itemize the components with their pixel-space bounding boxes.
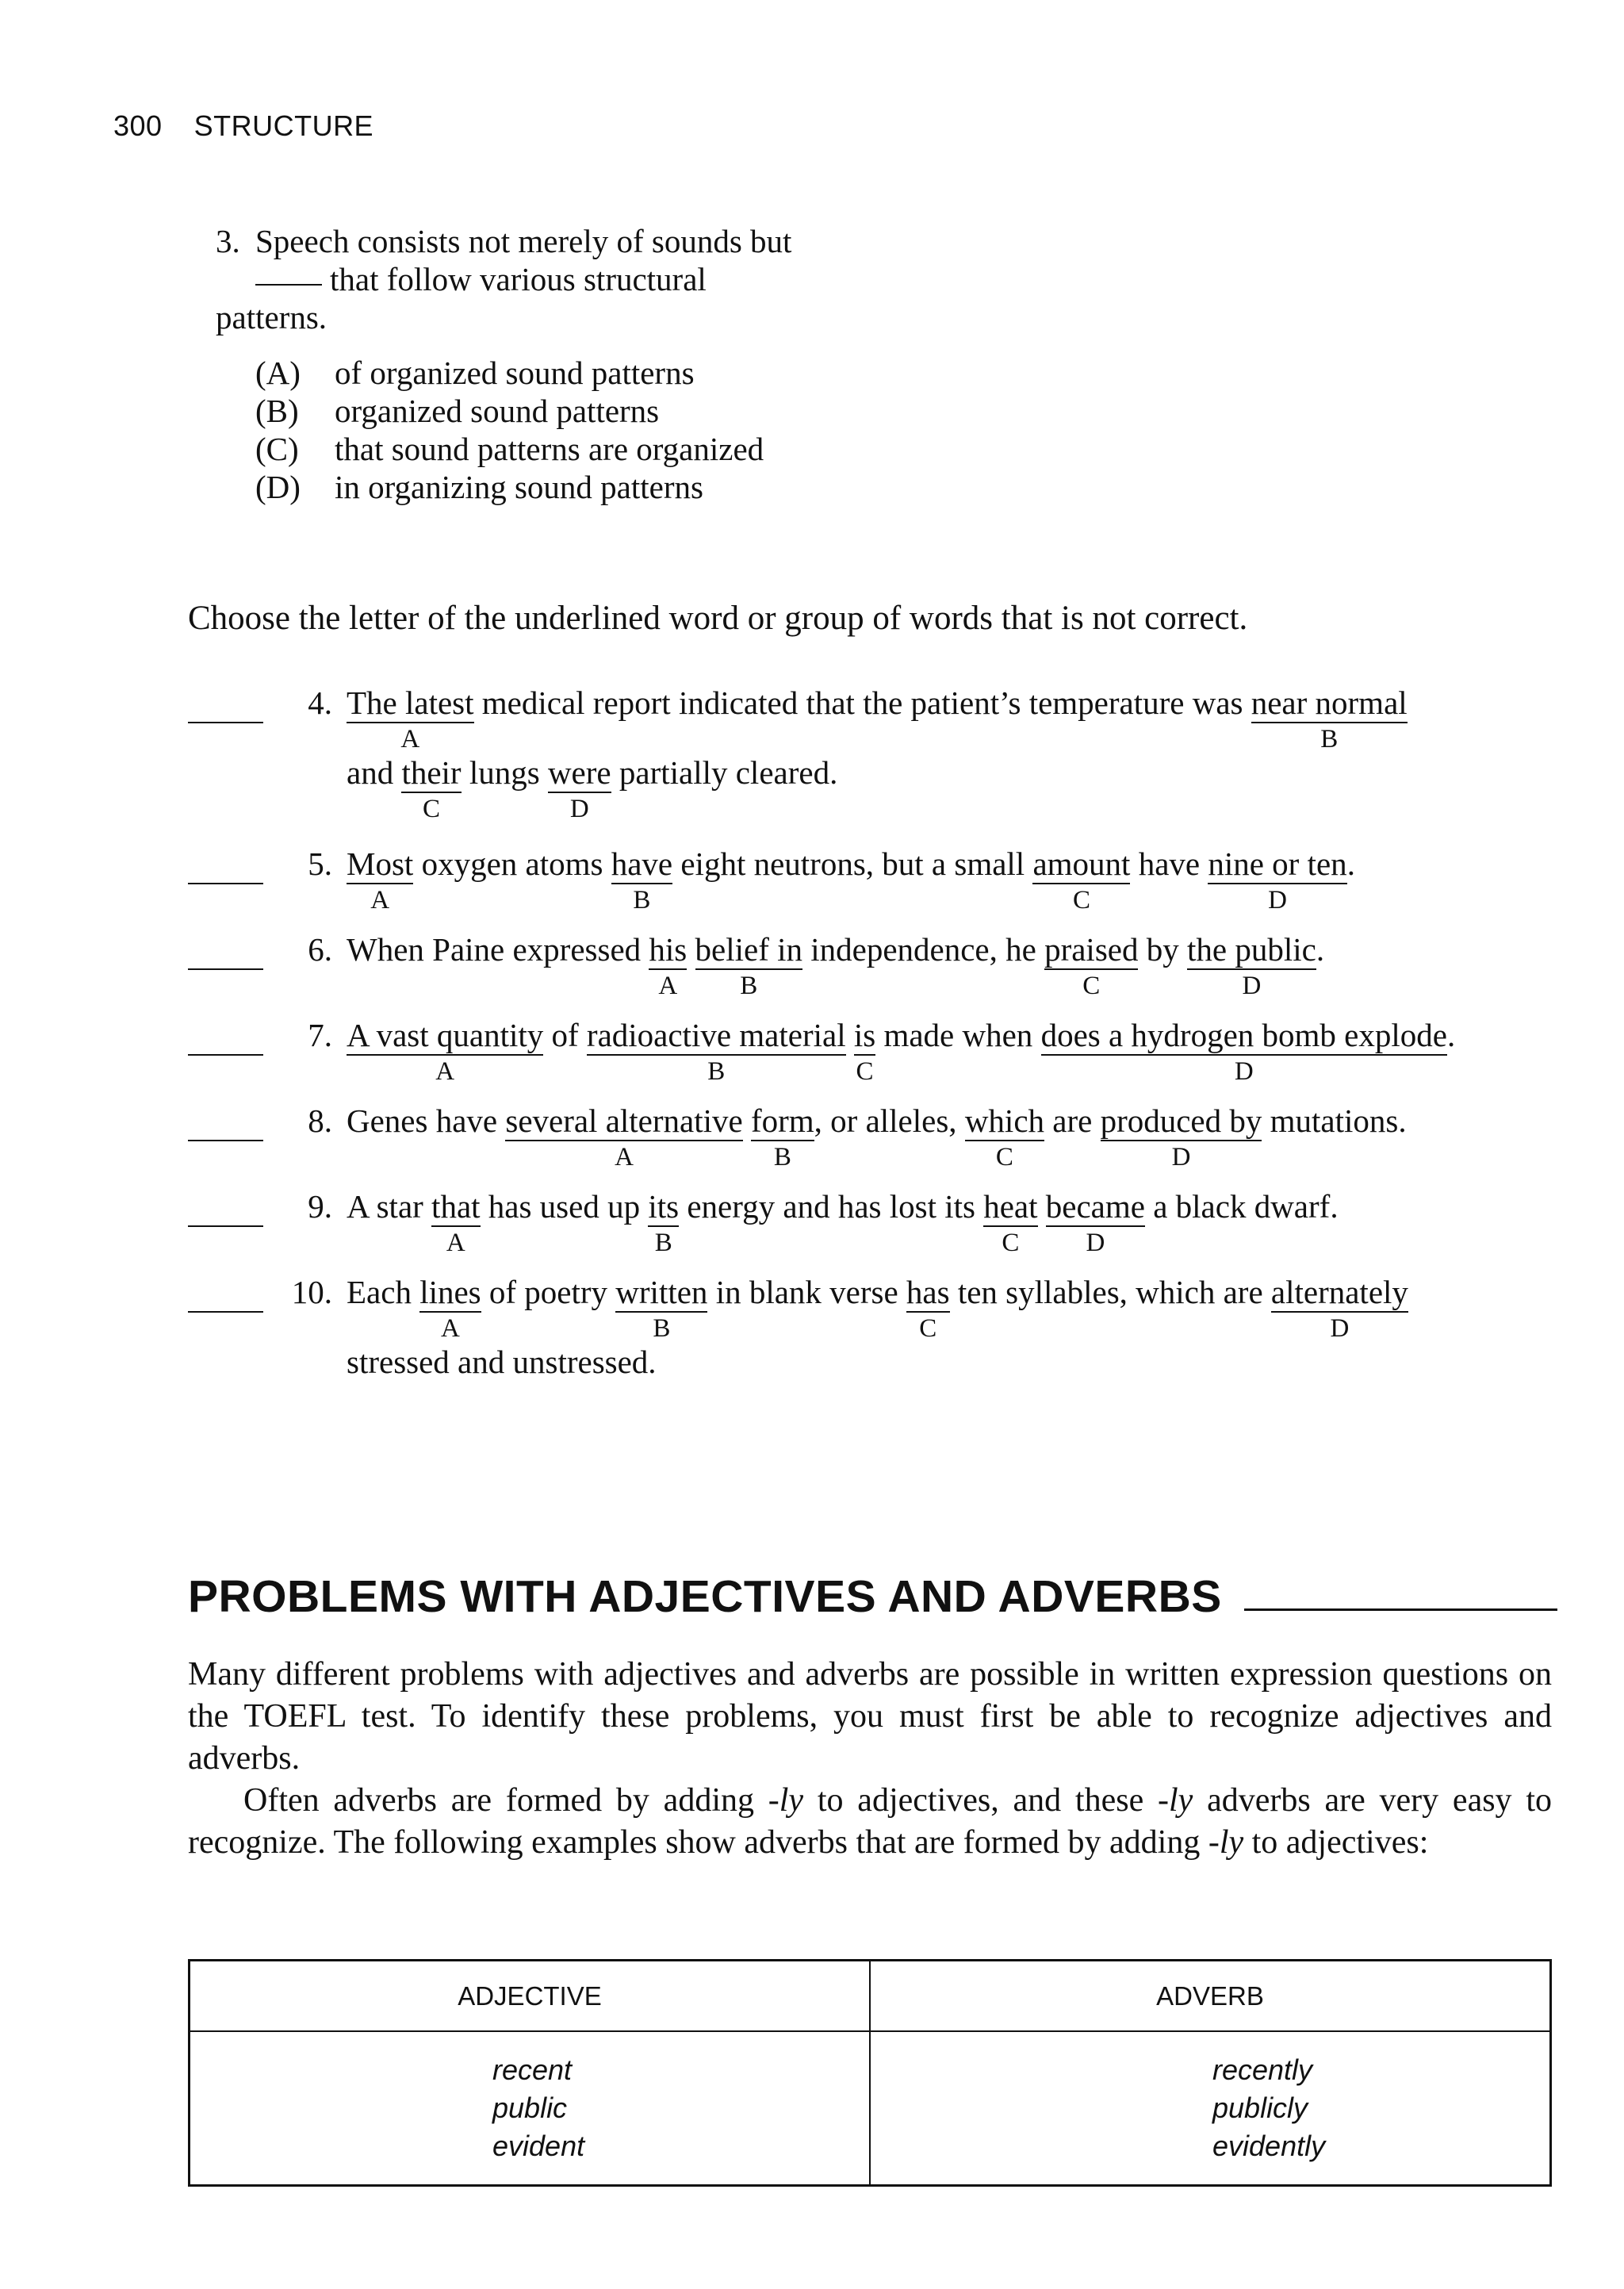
page-number: 300 (113, 109, 163, 142)
underlined-c: their C (401, 754, 462, 823)
underlined-c: amount C (1032, 845, 1131, 914)
option-a: (A) of organized sound patterns (255, 355, 695, 391)
item-number: 4. (308, 684, 332, 721)
item-number: 9. (308, 1188, 332, 1225)
item-number: 7. (308, 1017, 332, 1053)
underlined-b: near normal B (1251, 684, 1408, 753)
underlined-d: the public D (1186, 931, 1316, 1000)
page-header (113, 109, 373, 143)
column-header-adverb: ADVERB (870, 1961, 1551, 2032)
list-item: recent (492, 2053, 573, 2086)
answer-blank (255, 284, 322, 286)
answer-blank (188, 1311, 263, 1313)
underlined-c: is C (853, 1017, 876, 1086)
answer-blank (188, 722, 263, 723)
column-header-adjective: ADJECTIVE (190, 1961, 871, 2032)
adjective-cell (190, 2031, 871, 2186)
item-number: 8. (308, 1102, 332, 1139)
underlined-d: does a hydrogen bomb explode D (1040, 1017, 1447, 1086)
underlined-a: several alternative A (505, 1102, 743, 1171)
item-number: 10. (291, 1274, 332, 1310)
underlined-d: alternately D (1270, 1274, 1408, 1343)
examples-table (188, 1959, 1552, 2187)
underlined-d: were D (547, 754, 611, 823)
adverb-cell (870, 2031, 1551, 2186)
underlined-b: written B (615, 1274, 708, 1343)
underlined-b: form B (750, 1102, 814, 1171)
underlined-b: radioactive material B (586, 1017, 846, 1086)
paragraph-2: Often adverbs are formed by adding -ly to adjectives, and these -ly adverbs are very easy to recognize. The following examples show adverbs that are formed by adding -ly to adjectives: (188, 1782, 1552, 1861)
underlined-c: praised C (1044, 931, 1139, 1000)
underlined-c: which C (964, 1102, 1045, 1171)
section-title: PROBLEMS WITH ADJECTIVES AND ADVERBS (188, 1570, 1557, 1623)
section-name: STRUCTURE (193, 109, 374, 142)
underlined-c: heat C (983, 1188, 1038, 1257)
list-item: recently (1212, 2053, 1313, 2086)
underlined-a: Most A (347, 845, 414, 914)
list-item: public (492, 2092, 568, 2124)
answer-blank (188, 1140, 263, 1141)
answer-blank (188, 883, 263, 884)
underlined-a: lines A (419, 1274, 481, 1343)
option-c: (C) that sound patterns are organized (255, 431, 764, 467)
answer-blank (188, 1054, 263, 1056)
underlined-a: that A (431, 1188, 481, 1257)
question-3-line2: that follow various structural (255, 260, 969, 298)
instruction: Choose the letter of the underlined word or group of words that is not correct. (188, 600, 1248, 637)
question-3-line3: patterns. (216, 299, 327, 335)
question-3 (216, 222, 969, 506)
section-body (188, 1654, 1552, 1864)
question-3-line1: Speech consists not merely of sounds but (255, 223, 792, 259)
underlined-b: its B (648, 1188, 680, 1257)
underlined-d: produced by D (1100, 1102, 1262, 1171)
underlined-d: became D (1045, 1188, 1145, 1257)
list-item: evidently (1212, 2130, 1326, 2162)
option-d: (D) in organizing sound patterns (255, 469, 703, 505)
underlined-a: The latest A (347, 684, 474, 753)
answer-blank (188, 968, 263, 970)
list-item: publicly (1212, 2092, 1308, 2124)
item-number: 6. (308, 931, 332, 968)
option-b: (B) organized sound patterns (255, 393, 660, 429)
list-item: evident (492, 2130, 585, 2162)
underlined-b: have B (611, 845, 673, 914)
underlined-b: belief in B (695, 931, 802, 1000)
underlined-c: has C (906, 1274, 950, 1343)
underlined-a: A vast quantity A (347, 1017, 544, 1086)
question-3-number: 3. (216, 223, 240, 259)
title-rule (1244, 1608, 1557, 1611)
underlined-a: his A (649, 931, 688, 1000)
answer-blank (188, 1225, 263, 1227)
item-number: 5. (308, 845, 332, 882)
underlined-d: nine or ten D (1208, 845, 1347, 914)
question-3-options (255, 354, 969, 506)
paragraph-1: Many different problems with adjectives and adverbs are possible in written expression questions on the TOEFL test. To identify these problems, you must first be able to recognize adjectives and adverbs. (188, 1656, 1552, 1777)
